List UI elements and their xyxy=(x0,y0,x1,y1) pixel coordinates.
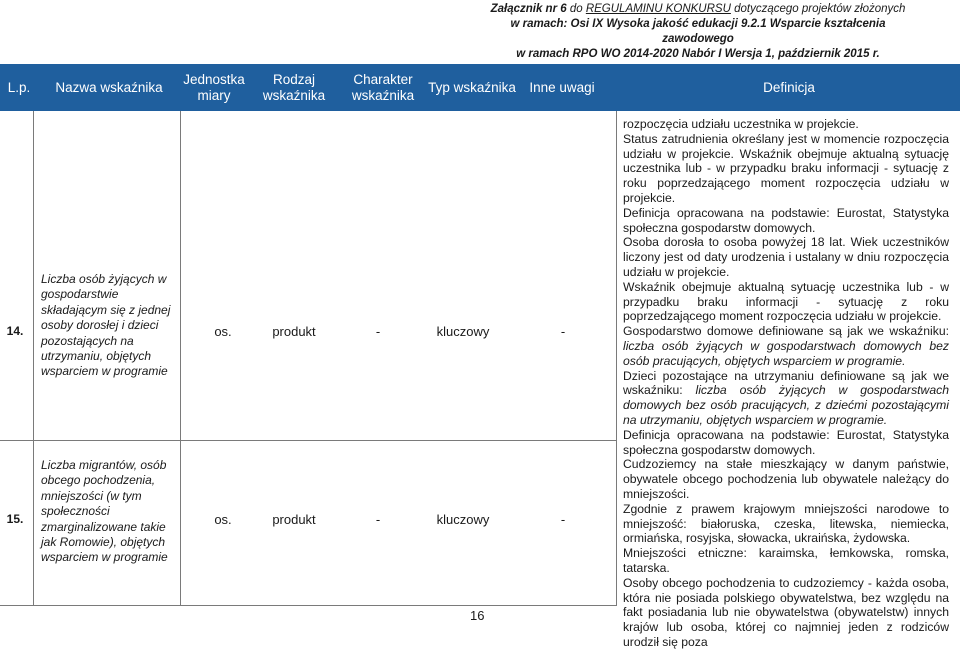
definition-paragraph: rozpoczęcia udziału uczestnika w projekcie. xyxy=(623,117,859,131)
col-unit: Jednostka miary xyxy=(183,71,245,103)
indicator-name: Liczba osób żyjących w gospodarstwie składającym się z jednej osoby dorosłej i dzieci pozostających na utrzymaniu, objętych wsparciem w programie xyxy=(41,272,171,379)
definition-paragraph: Mniejszości etniczne: karaimska, łemkowska, romska, tatarska. xyxy=(623,546,949,575)
header-connector: do xyxy=(566,3,586,15)
definition-reference: liczba osób żyjących w gospodarstwach domowych bez osób pracujących, z dziećmi pozostającymi na utrzymaniu, objętych wsparciem w programie. xyxy=(623,383,949,427)
col-definition: Definicja xyxy=(763,79,815,95)
kind-cell: produkt xyxy=(272,512,316,527)
indicator-name: Liczba migrantów, osób obcego pochodzenia, mniejszości (w tym społeczności zmarginalizowane takie jak Romowie), objętych wsparciem w programie xyxy=(41,458,168,565)
other-cell: - xyxy=(560,512,566,527)
definition-paragraph xyxy=(623,324,949,368)
row-number: 14. xyxy=(6,324,24,338)
grid-line xyxy=(616,111,617,606)
col-character: Charakter wskaźnika xyxy=(351,71,415,103)
col-kind: Rodzaj wskaźnika xyxy=(262,71,326,103)
definition-paragraph: Wskaźnik obejmuje aktualną sytuację uczestnika lub - w przypadku braku informacji - sytuację z roku poprzedzającego moment rozpoczęcia udziału w projekcie. xyxy=(623,279,949,324)
grid-line xyxy=(33,111,34,606)
col-name: Nazwa wskaźnika xyxy=(55,79,163,95)
grid-line xyxy=(180,111,181,606)
kind-cell: produkt xyxy=(272,324,316,339)
row-divider xyxy=(0,440,616,441)
unit-cell: os. xyxy=(214,324,232,339)
other-cell: - xyxy=(560,324,566,339)
header-line-1 xyxy=(488,2,908,17)
definition-paragraph: Status zatrudnienia określany jest w momencie rozpoczęcia udziału w projekcie. Wskaźnik obejmuje aktualną sytuację uczestnika lub - w przypadku braku informacji - sytuację z roku poprzedzającego moment rozpoczęcia udziału w projekcie. xyxy=(623,131,949,205)
definition-paragraph: Zgodnie z prawem krajowym mniejszości narodowe to mniejszość: białoruska, czeska, litewska, niemiecka, ormiańska, rosyjska, słowacka, ukraińska, żydowska. xyxy=(623,501,949,546)
header-line-3: w ramach RPO WO 2014-2020 Nabór I Wersja 1, październik 2015 r. xyxy=(516,48,880,60)
definition-paragraph: Definicja opracowana na podstawie: Eurostat, Statystyka społeczna gospodarstw domowych. xyxy=(623,205,949,235)
row-divider xyxy=(0,605,616,606)
definition-text xyxy=(623,117,949,650)
header-subject: dotyczącego projektów złożonych xyxy=(730,3,906,15)
document-header xyxy=(488,2,908,62)
row-number: 15. xyxy=(6,512,24,526)
page-number: 16 xyxy=(470,608,485,623)
table-header xyxy=(0,64,960,111)
header-line-2: w ramach: Osi IX Wysoka jakość edukacji 9.2.1 Wsparcie kształcenia zawodowego xyxy=(510,18,886,45)
definition-paragraph: Cudzoziemcy na stałe mieszkający w danym państwie, obywatele obcego pochodzenia lub obywatele należący do mniejszości. xyxy=(623,457,949,501)
definition-lead: Gospodarstwo domowe definiowane są jak we wskaźniku: xyxy=(623,324,949,339)
type-cell: kluczowy xyxy=(436,512,490,527)
character-cell: - xyxy=(375,324,381,339)
type-cell: kluczowy xyxy=(436,324,490,339)
definition-paragraph: Osoby obcego pochodzenia to cudzoziemcy - każda osoba, która nie posiada polskiego obywatelstwa, bez względu na fakt posiadania lub nie obywatelstwa (obywatelstw) innych krajów lub osoba, której co najmniej jeden z rodziców urodził się poza xyxy=(623,575,949,649)
definition-lead: Dzieci pozostające na utrzymaniu definiowane są jak we wskaźniku: xyxy=(623,368,949,398)
unit-cell: os. xyxy=(214,512,232,527)
col-type: Typ wskaźnika xyxy=(428,79,516,95)
definition-reference: liczba osób żyjących w gospodarstwach domowych bez osób pracujących, objętych wsparciem w programie. xyxy=(623,338,949,368)
definition-paragraph xyxy=(623,369,949,428)
col-lp: L.p. xyxy=(7,79,31,95)
col-other: Inne uwagi xyxy=(529,79,595,95)
definition-paragraph: Osoba dorosła to osoba powyżej 18 lat. Wiek uczestników liczony jest od daty urodzenia i ustalany w dniu rozpoczęcia udziału w projekcie. xyxy=(623,235,949,279)
character-cell: - xyxy=(375,512,381,527)
regulation-link[interactable]: REGULAMINU KONKURSU xyxy=(585,3,731,15)
attachment-number: Załącznik nr 6 xyxy=(490,3,567,15)
definition-paragraph: Definicja opracowana na podstawie: Eurostat, Statystyka społeczna gospodarstw domowych. xyxy=(623,427,949,457)
